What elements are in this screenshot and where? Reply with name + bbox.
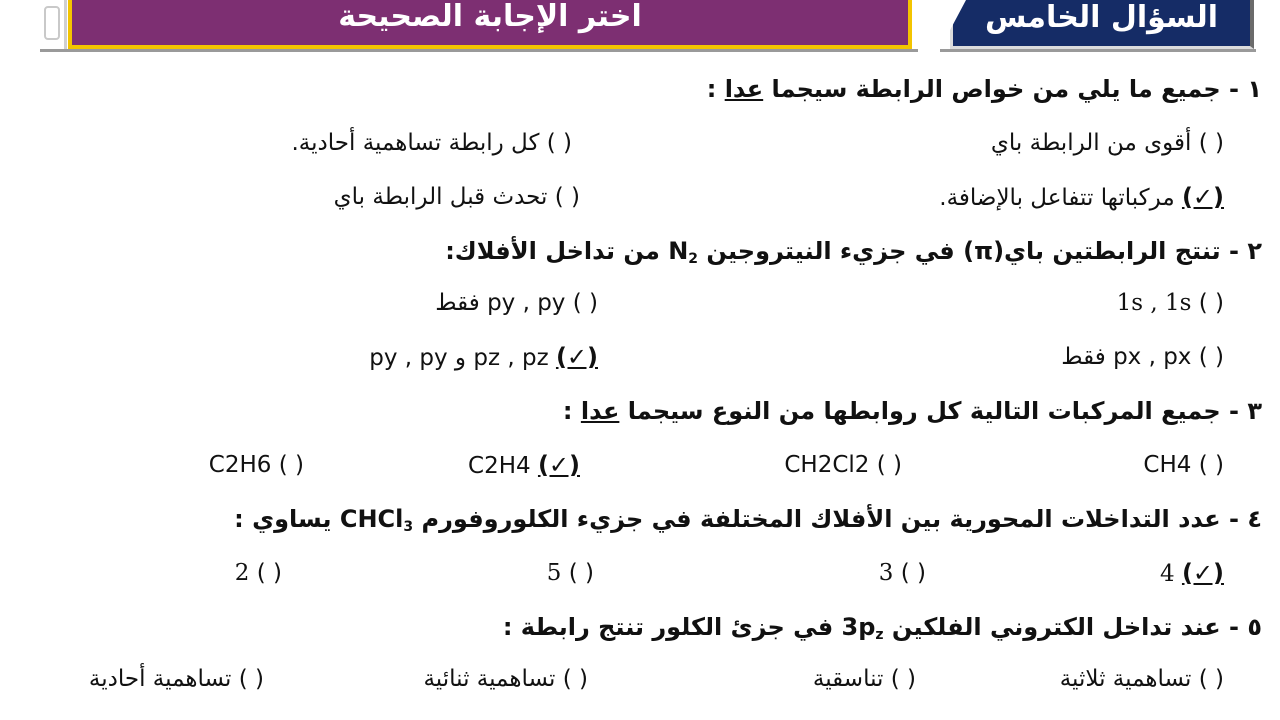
question-5-option-d[interactable]: ( ) تساهمية أحادية [88,666,264,692]
question-3-stem: ٣ - جميع المركبات التالية كل روابطها من النوع سيجما عدا : [562,397,1262,425]
answer-mark: ( ) [890,666,916,692]
question-4-number: ٤ - [1229,505,1262,533]
banner-decoration [40,0,67,49]
question-2-option-d[interactable]: (✓) pz , pz و py , py [369,343,598,371]
question-4-option-d[interactable]: ( ) 2 [234,560,282,586]
question-2-option-c[interactable]: ( ) px , px فقط [1061,344,1224,370]
answer-mark: ( ) [1198,344,1224,370]
question-2-option-a[interactable]: ( ) 1s , 1s [1116,290,1224,316]
except-word: عدا [580,397,620,425]
answer-mark: ( ) [1198,666,1224,692]
instruction-title: اختر الإجابة الصحيحة [338,0,642,34]
question-3-option-c[interactable]: (✓) C2H4 [468,451,580,479]
question-5-option-a[interactable]: ( ) تساهمية ثلاثية [1059,666,1224,692]
checkmark-icon: (✓) [1181,183,1224,211]
chloroform-formula: CHCl$_3$ [339,505,414,535]
question-1-number: ١ - [1229,75,1262,103]
question-4-option-b[interactable]: ( ) 3 [878,560,926,586]
question-5-number: ٥ - [1229,613,1262,641]
question-4-option-a[interactable]: (✓) 4 [1160,559,1224,587]
nitrogen-formula: $N_2$ [668,237,699,267]
question-2-number: ٢ - [1229,237,1262,265]
question-1-stem: ١ - جميع ما يلي من خواص الرابطة سيجما عدا : [706,75,1262,103]
question-3-option-b[interactable]: ( ) CH2Cl2 [784,452,902,478]
question-1-option-a[interactable]: ( ) أقوى من الرابطة باي [990,130,1224,156]
question-1-option-d[interactable]: ( ) تحدث قبل الرابطة باي [333,184,580,210]
answer-mark: ( ) [546,130,572,156]
answer-mark: ( ) [1198,130,1224,156]
question-3-option-d[interactable]: ( ) C2H6 [208,452,304,478]
question-5-stem: ٥ - عند تداخل الكتروني الفلكين $3p_z$ في جزئ الكلور تنتج رابطة : [503,612,1262,650]
question-4-option-c[interactable]: ( ) 5 [546,560,594,586]
question-5-option-c[interactable]: ( ) تساهمية ثنائية [423,666,588,692]
checkmark-icon: (✓) [537,451,580,479]
except-word: عدا [724,75,764,103]
question-1-option-c[interactable]: (✓) مركباتها تتفاعل بالإضافة. [939,183,1224,211]
answer-mark: ( ) [256,560,282,586]
checkmark-icon: (✓) [1181,559,1224,587]
answer-mark: ( ) [876,452,902,478]
instruction-banner [40,0,918,52]
answer-mark: ( ) [568,560,594,586]
question-5-option-b[interactable]: ( ) تناسقية [812,666,916,692]
answer-mark: ( ) [562,666,588,692]
question-4-stem: ٤ - عدد التداخلات المحورية بين الأفلاك المختلفة في جزيء الكلوروفورم CHCl$_3$ يساوي : [234,504,1262,542]
question-3-number: ٣ - [1229,397,1262,425]
orbital-label: $3p_z$ [841,613,884,643]
answer-mark: ( ) [238,666,264,692]
question-group-title: السؤال الخامس [984,0,1219,35]
checkmark-icon: (✓) [555,343,598,371]
question-1-option-b[interactable]: ( ) كل رابطة تساهمية أحادية. [291,130,572,156]
answer-mark: ( ) [1198,452,1224,478]
answer-mark: ( ) [900,560,926,586]
question-group-banner [940,0,1256,52]
question-3-option-a[interactable]: ( ) CH4 [1143,452,1224,478]
answer-mark: ( ) [278,452,304,478]
answer-mark: ( ) [554,184,580,210]
answer-mark: ( ) [572,290,598,316]
answer-mark: ( ) [1198,290,1224,316]
question-2-option-b[interactable]: ( ) py , py فقط [435,290,598,316]
question-2-stem: ٢ - تنتج الرابطتين باي(π) في جزيء النيتروجين $N_2$ من تداخل الأفلاك: [445,236,1262,274]
